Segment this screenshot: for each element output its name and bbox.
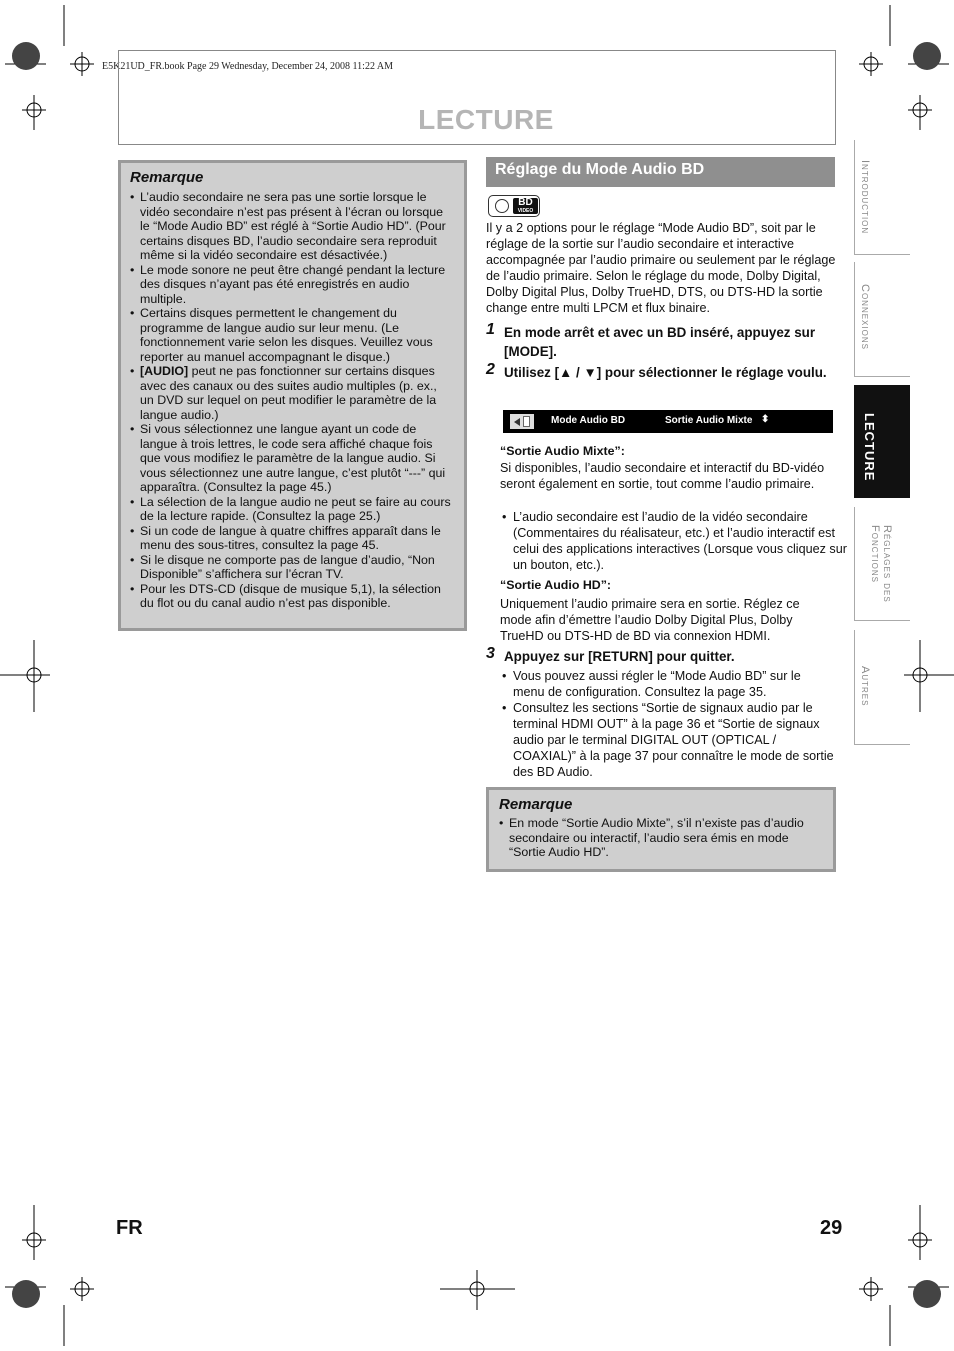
tab-reglages[interactable]: Réglages des Fonctions (854, 507, 910, 621)
note-item: • L’audio secondaire ne sera pas une sortie lorsque le vidéo secondaire n’est pas présent à l’écran ou lorsque le “Mode Audio BD” est réglé à “Sortie Audio HD”. (Pour certains disques BD, l’audio secondaire sera reproduit même si la vidéo secondaire est désactivée.) (130, 190, 454, 263)
mixte-bullet: • L’audio secondaire est l’audio de la vidéo secondaire (Commentaires du réalisateur, etc.) et l’audio interactif est celui des applications interactives (Lorsque vous cliquez sur un bouton, etc.). (499, 509, 847, 573)
section-heading: Réglage du Mode Audio BD (486, 157, 835, 187)
file-meta: E5K21UD_FR.book Page 29 Wednesday, December 24, 2008 11:22 AM (102, 61, 394, 72)
osd-label: Mode Audio BD (551, 415, 626, 426)
tab-lecture[interactable]: LECTURE (854, 385, 910, 498)
list-item: • Consultez les sections “Sortie de signaux audio par le terminal HDMI OUT” à la page 36 et “Sortie de signaux audio par le terminal DIGITAL OUT (OPTICAL / COAXIAL)” à la page 37 pour connaître le mode de sortie des BD Audio. (499, 700, 835, 780)
osd-bar (503, 410, 833, 433)
note-item: • Certains disques permettent le changement du programme de langue audio sur leur menu. (Le fonctionnement varie selon les disques. Veuillez vous reporter au manuel accompagnant le disque.) (130, 306, 454, 364)
note-item: • [AUDIO] peut ne pas fonctionner sur certains disques avec des canaux ou des suites audio multiples (p. ex., un DVD sur lequel on peut modifier le paramètre de la langue audio.) (130, 364, 454, 422)
hd-heading: “Sortie Audio HD”: (500, 578, 612, 592)
speaker-icon (510, 414, 534, 429)
list-item: • Vous pouvez aussi régler le “Mode Audio BD” sur le menu de configuration. Consultez la page 35. (499, 668, 835, 700)
note-item: • En mode “Sortie Audio Mixte”, s’il n’existe pas d’audio secondaire ou interactif, l’audio sera émis en mode “Sortie Audio HD”. (499, 816, 823, 860)
step3-bullets (499, 668, 835, 780)
note-item: • Si le disque ne comporte pas de langue d’audio, “Non Disponible” s’affichera sur l’écran TV. (130, 553, 454, 582)
mixte-text: Si disponibles, l’audio secondaire et interactif du BD-vidéo seront également en sortie, tout comme l’audio primaire. (500, 461, 825, 491)
note-heading: Remarque (499, 796, 573, 813)
intro-paragraph: Il y a 2 options pour le réglage “Mode Audio BD”, soit par le réglage de la sortie sur l’audio secondaire et interactive accompagnée par l’audio primaire ou seulement par le réglage de l’audio primaire. Selon le réglage du mode, Dolby Digital, Dolby Digital Plus, Dolby TrueHD, DTS, ou DTS-HD la sortie change entre multi LPCM et flux binaire. (486, 221, 836, 315)
step-number: 1 (486, 321, 495, 338)
note-heading: Remarque (130, 169, 204, 186)
note-list (130, 190, 454, 611)
step-number: 3 (486, 645, 495, 662)
note-item: • Pour les DTS-CD (disque de musique 5,1), la sélection du flot ou du canal audio n’est pas disponible. (130, 582, 454, 611)
tab-connexions[interactable]: Connexions (854, 262, 910, 377)
step-2: Utilisez [▲ / ▼] pour sélectionner le réglage voulu. (504, 365, 827, 380)
disc-icon (495, 199, 509, 213)
right-note-box (486, 787, 836, 872)
mixte-heading: “Sortie Audio Mixte”: (500, 444, 625, 458)
note-item: • Si vous sélectionnez une langue ayant un code de langue à trois lettres, le code sera affiché chaque fois que vous modifiez le paramètre de la langue audio. Si vous sélectionnez une autre langue, c’est plutôt “---” qui apparaîtra. (Consultez la page 45.) (130, 422, 454, 495)
note-item: • Si un code de langue à quatre chiffres apparaît dans le menu des sous-titres, consultez la page 45. (130, 524, 454, 553)
note-item: • La sélection de la langue audio ne peut se faire au cours de la lecture rapide. (Consultez la page 25.) (130, 495, 454, 524)
language-label: FR (116, 1217, 143, 1239)
note-item: • Le mode sonore ne peut être changé pendant la lecture des disques n’ayant pas été enregistrés en audio multiple. (130, 263, 454, 307)
tab-introduction[interactable]: Introduction (854, 140, 910, 255)
page-number: 29 (820, 1217, 843, 1239)
bd-label: BD VIDEO (513, 198, 538, 214)
hd-text: Uniquement l’audio primaire sera en sortie. Réglez ce mode afin d’émettre l’audio Dolby Digital Plus, Dolby TrueHD ou DTS-HD de BD via connexion HDMI. (500, 597, 800, 643)
bd-video-badge (488, 195, 540, 217)
step-3: Appuyez sur [RETURN] pour quitter. (504, 649, 735, 664)
note-list (499, 816, 823, 860)
left-note-box (118, 160, 467, 631)
page-title: LECTURE (418, 104, 554, 135)
up-down-arrows-icon: ⬍ (761, 414, 770, 425)
osd-value[interactable]: Sortie Audio Mixte (665, 415, 753, 426)
tab-autres[interactable]: Autres (854, 630, 910, 745)
step-1: En mode arrêt et avec un BD inséré, appuyez sur [MODE]. (504, 325, 816, 359)
step-number: 2 (486, 361, 495, 378)
